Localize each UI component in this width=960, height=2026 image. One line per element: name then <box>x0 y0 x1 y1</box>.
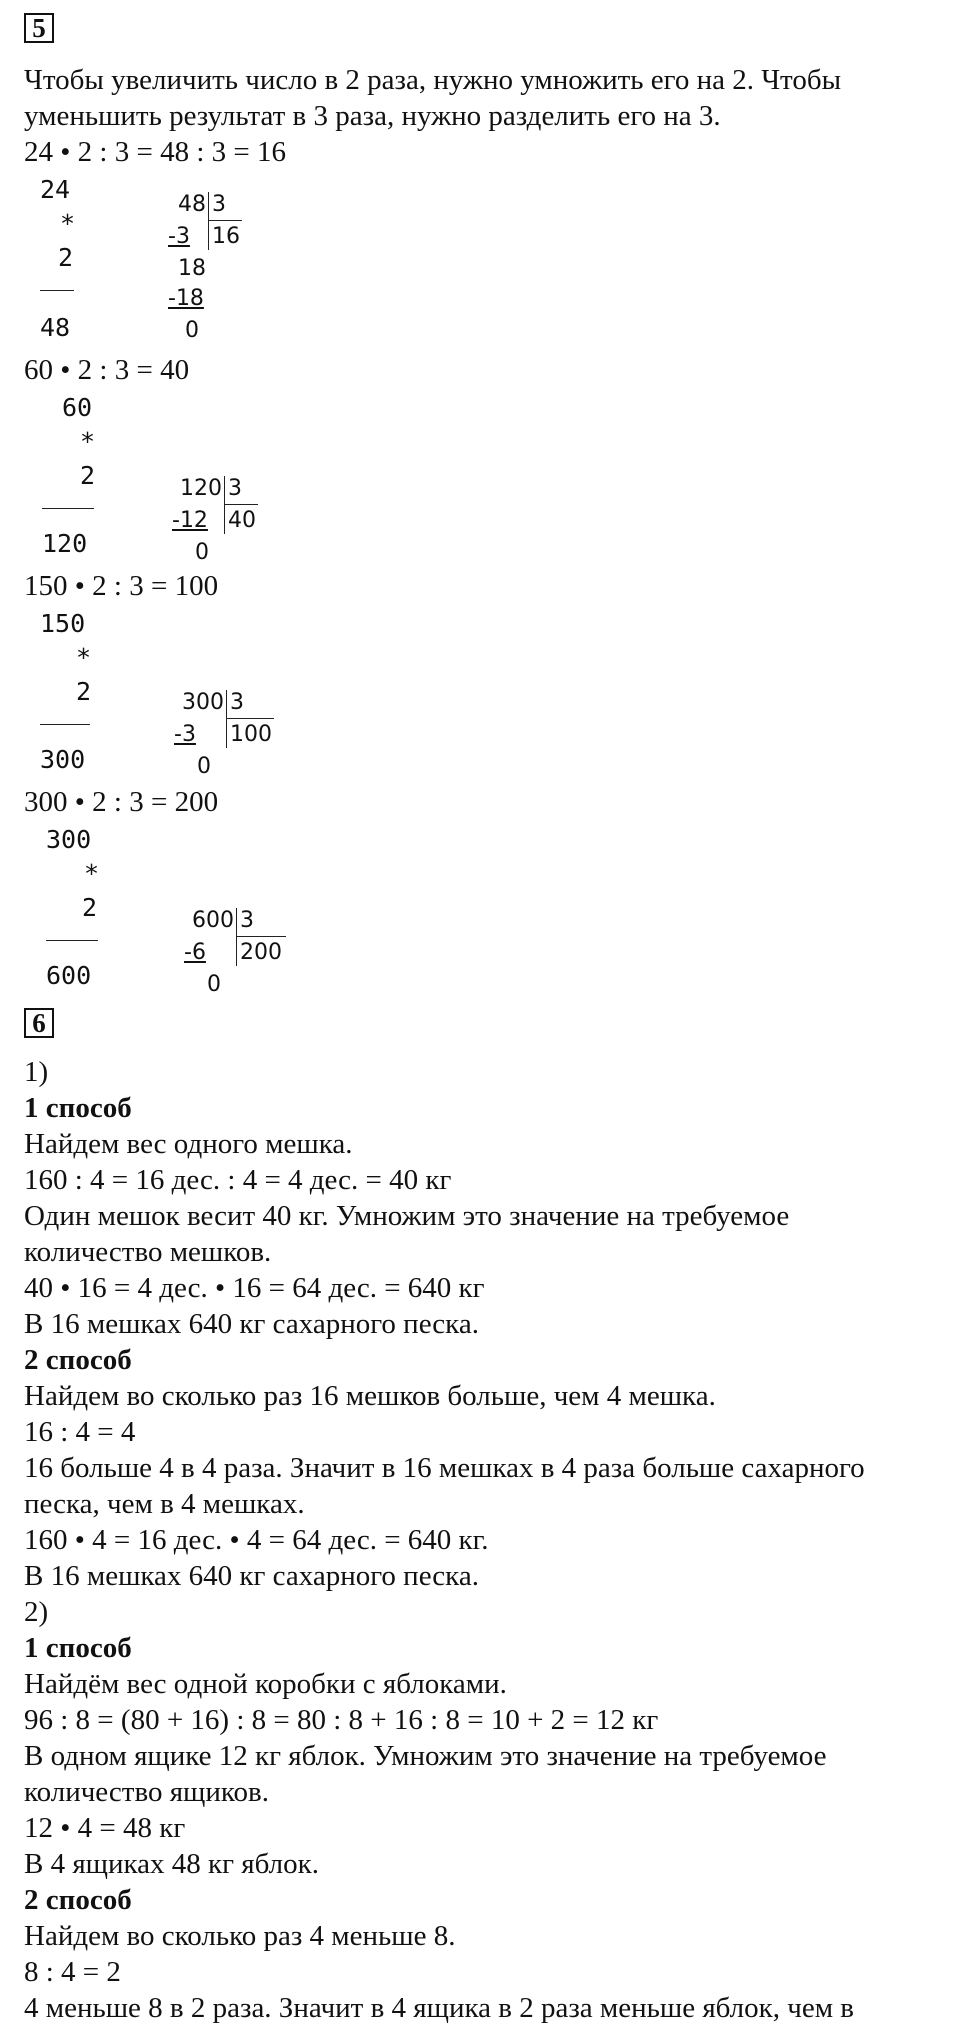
method-heading: 2 способ <box>24 1344 132 1376</box>
solution-line: Найдем во сколько раз 16 мешков больше, чем 4 мешка. <box>24 1380 716 1412</box>
mul2-multiplier: 2 <box>80 461 96 490</box>
mul1-result: 48 <box>40 313 71 342</box>
mul1-multiplicand: 24 <box>40 175 71 204</box>
div1-vertical-line <box>208 192 209 250</box>
solution-line: 40 • 16 = 4 дес. • 16 = 64 дес. = 640 кг <box>24 1272 485 1304</box>
equation-1: 24 • 2 : 3 = 48 : 3 = 16 <box>24 136 286 168</box>
mul4-result: 600 <box>46 961 92 990</box>
mul2-result: 120 <box>42 529 88 558</box>
task-number-6: 6 <box>24 1008 54 1038</box>
task-number-5: 5 <box>24 13 54 43</box>
equation-2: 60 • 2 : 3 = 40 <box>24 354 190 386</box>
div3-quotient-line <box>226 718 274 719</box>
div1-quotient-line <box>208 220 242 221</box>
task5-intro-line-2: уменьшить результат в 3 раза, нужно разделить его на 3. <box>24 100 721 132</box>
equation-4: 300 • 2 : 3 = 200 <box>24 786 219 818</box>
div4-vertical-line <box>236 908 237 966</box>
task5-intro-line-1: Чтобы увеличить число в 2 раза, нужно умножить его на 2. Чтобы <box>24 64 842 96</box>
solution-line: 160 • 4 = 16 дес. • 4 = 64 дес. = 640 кг. <box>24 1524 489 1556</box>
solution-line: Найдем вес одного мешка. <box>24 1128 353 1160</box>
solution-line: 16 больше 4 в 4 раза. Значит в 16 мешках в 4 раза больше сахарного <box>24 1452 865 1484</box>
div4-quotient-line <box>236 936 286 937</box>
mul3-multiplicand: 150 <box>40 609 86 638</box>
div2-dividend: 120 <box>180 476 222 501</box>
solution-line: 12 • 4 = 48 кг <box>24 1812 186 1844</box>
div4-step: -6 <box>184 940 206 965</box>
div3-vertical-line <box>226 690 227 748</box>
mul4-multiplier: 2 <box>82 893 98 922</box>
mul1-multiplier: 2 <box>58 243 74 272</box>
solution-line: В 16 мешках 640 кг сахарного песка. <box>24 1560 479 1592</box>
div4-divisor: 3 <box>240 908 254 933</box>
div3-step: -3 <box>174 722 196 747</box>
mul3-operator: * <box>76 643 92 672</box>
solution-line: 16 : 4 = 4 <box>24 1416 136 1448</box>
method-heading: 2 способ <box>24 1884 132 1916</box>
mul4-multiplicand: 300 <box>46 825 92 854</box>
mul2-multiplicand: 60 <box>62 393 93 422</box>
div3-dividend: 300 <box>182 690 224 715</box>
mul4-operator: * <box>84 859 100 888</box>
solution-line: 96 : 8 = (80 + 16) : 8 = 80 : 8 + 16 : 8 = 10 + 2 = 12 кг <box>24 1704 659 1736</box>
equation-3: 150 • 2 : 3 = 100 <box>24 570 219 602</box>
mul2-operator: * <box>80 427 96 456</box>
div4-step: 0 <box>207 972 221 997</box>
div3-divisor: 3 <box>230 690 244 715</box>
div1-step: 0 <box>185 318 199 343</box>
solution-line: Найдём вес одной коробки с яблоками. <box>24 1668 507 1700</box>
div2-step: 0 <box>195 540 209 565</box>
div2-quotient-line <box>224 504 258 505</box>
div4-quotient: 200 <box>240 940 282 965</box>
mul1-operator: * <box>60 209 76 238</box>
div2-step: -12 <box>172 508 208 533</box>
solution-line: 160 : 4 = 16 дес. : 4 = 4 дес. = 40 кг <box>24 1164 452 1196</box>
div2-quotient: 40 <box>228 508 256 533</box>
div1-step: -18 <box>168 286 204 311</box>
solution-line: количество ящиков. <box>24 1776 269 1808</box>
mul3-result-line <box>40 724 90 725</box>
solution-line: Найдем во сколько раз 4 меньше 8. <box>24 1920 456 1952</box>
mul1-result-line <box>40 290 74 291</box>
solution-line: В одном ящике 12 кг яблок. Умножим это значение на требуемое <box>24 1740 827 1772</box>
solution-line: 1) <box>24 1056 49 1088</box>
div4-dividend: 600 <box>192 908 234 933</box>
div2-divisor: 3 <box>228 476 242 501</box>
method-heading: 1 способ <box>24 1632 132 1664</box>
div2-vertical-line <box>224 476 225 534</box>
div1-step: 18 <box>178 256 206 281</box>
div3-step: 0 <box>197 754 211 779</box>
mul3-multiplier: 2 <box>76 677 92 706</box>
mul2-result-line <box>42 508 94 509</box>
solution-line: песка, чем в 4 мешках. <box>24 1488 305 1520</box>
div1-step: -3 <box>168 224 190 249</box>
div1-divisor: 3 <box>212 192 226 217</box>
solution-line: 8 : 4 = 2 <box>24 1956 121 1988</box>
div1-dividend: 48 <box>178 192 206 217</box>
solution-line: 4 меньше 8 в 2 раза. Значит в 4 ящика в 2 раза меньше яблок, чем в <box>24 1992 854 2024</box>
solution-line: 2) <box>24 1596 49 1628</box>
solution-line: В 16 мешках 640 кг сахарного песка. <box>24 1308 479 1340</box>
solution-line: Один мешок весит 40 кг. Умножим это значение на требуемое <box>24 1200 790 1232</box>
solution-line: В 4 ящиках 48 кг яблок. <box>24 1848 319 1880</box>
solution-line: количество мешков. <box>24 1236 272 1268</box>
mul4-result-line <box>46 940 98 941</box>
method-heading: 1 способ <box>24 1092 132 1124</box>
div1-quotient: 16 <box>212 224 240 249</box>
div3-quotient: 100 <box>230 722 272 747</box>
mul3-result: 300 <box>40 745 86 774</box>
